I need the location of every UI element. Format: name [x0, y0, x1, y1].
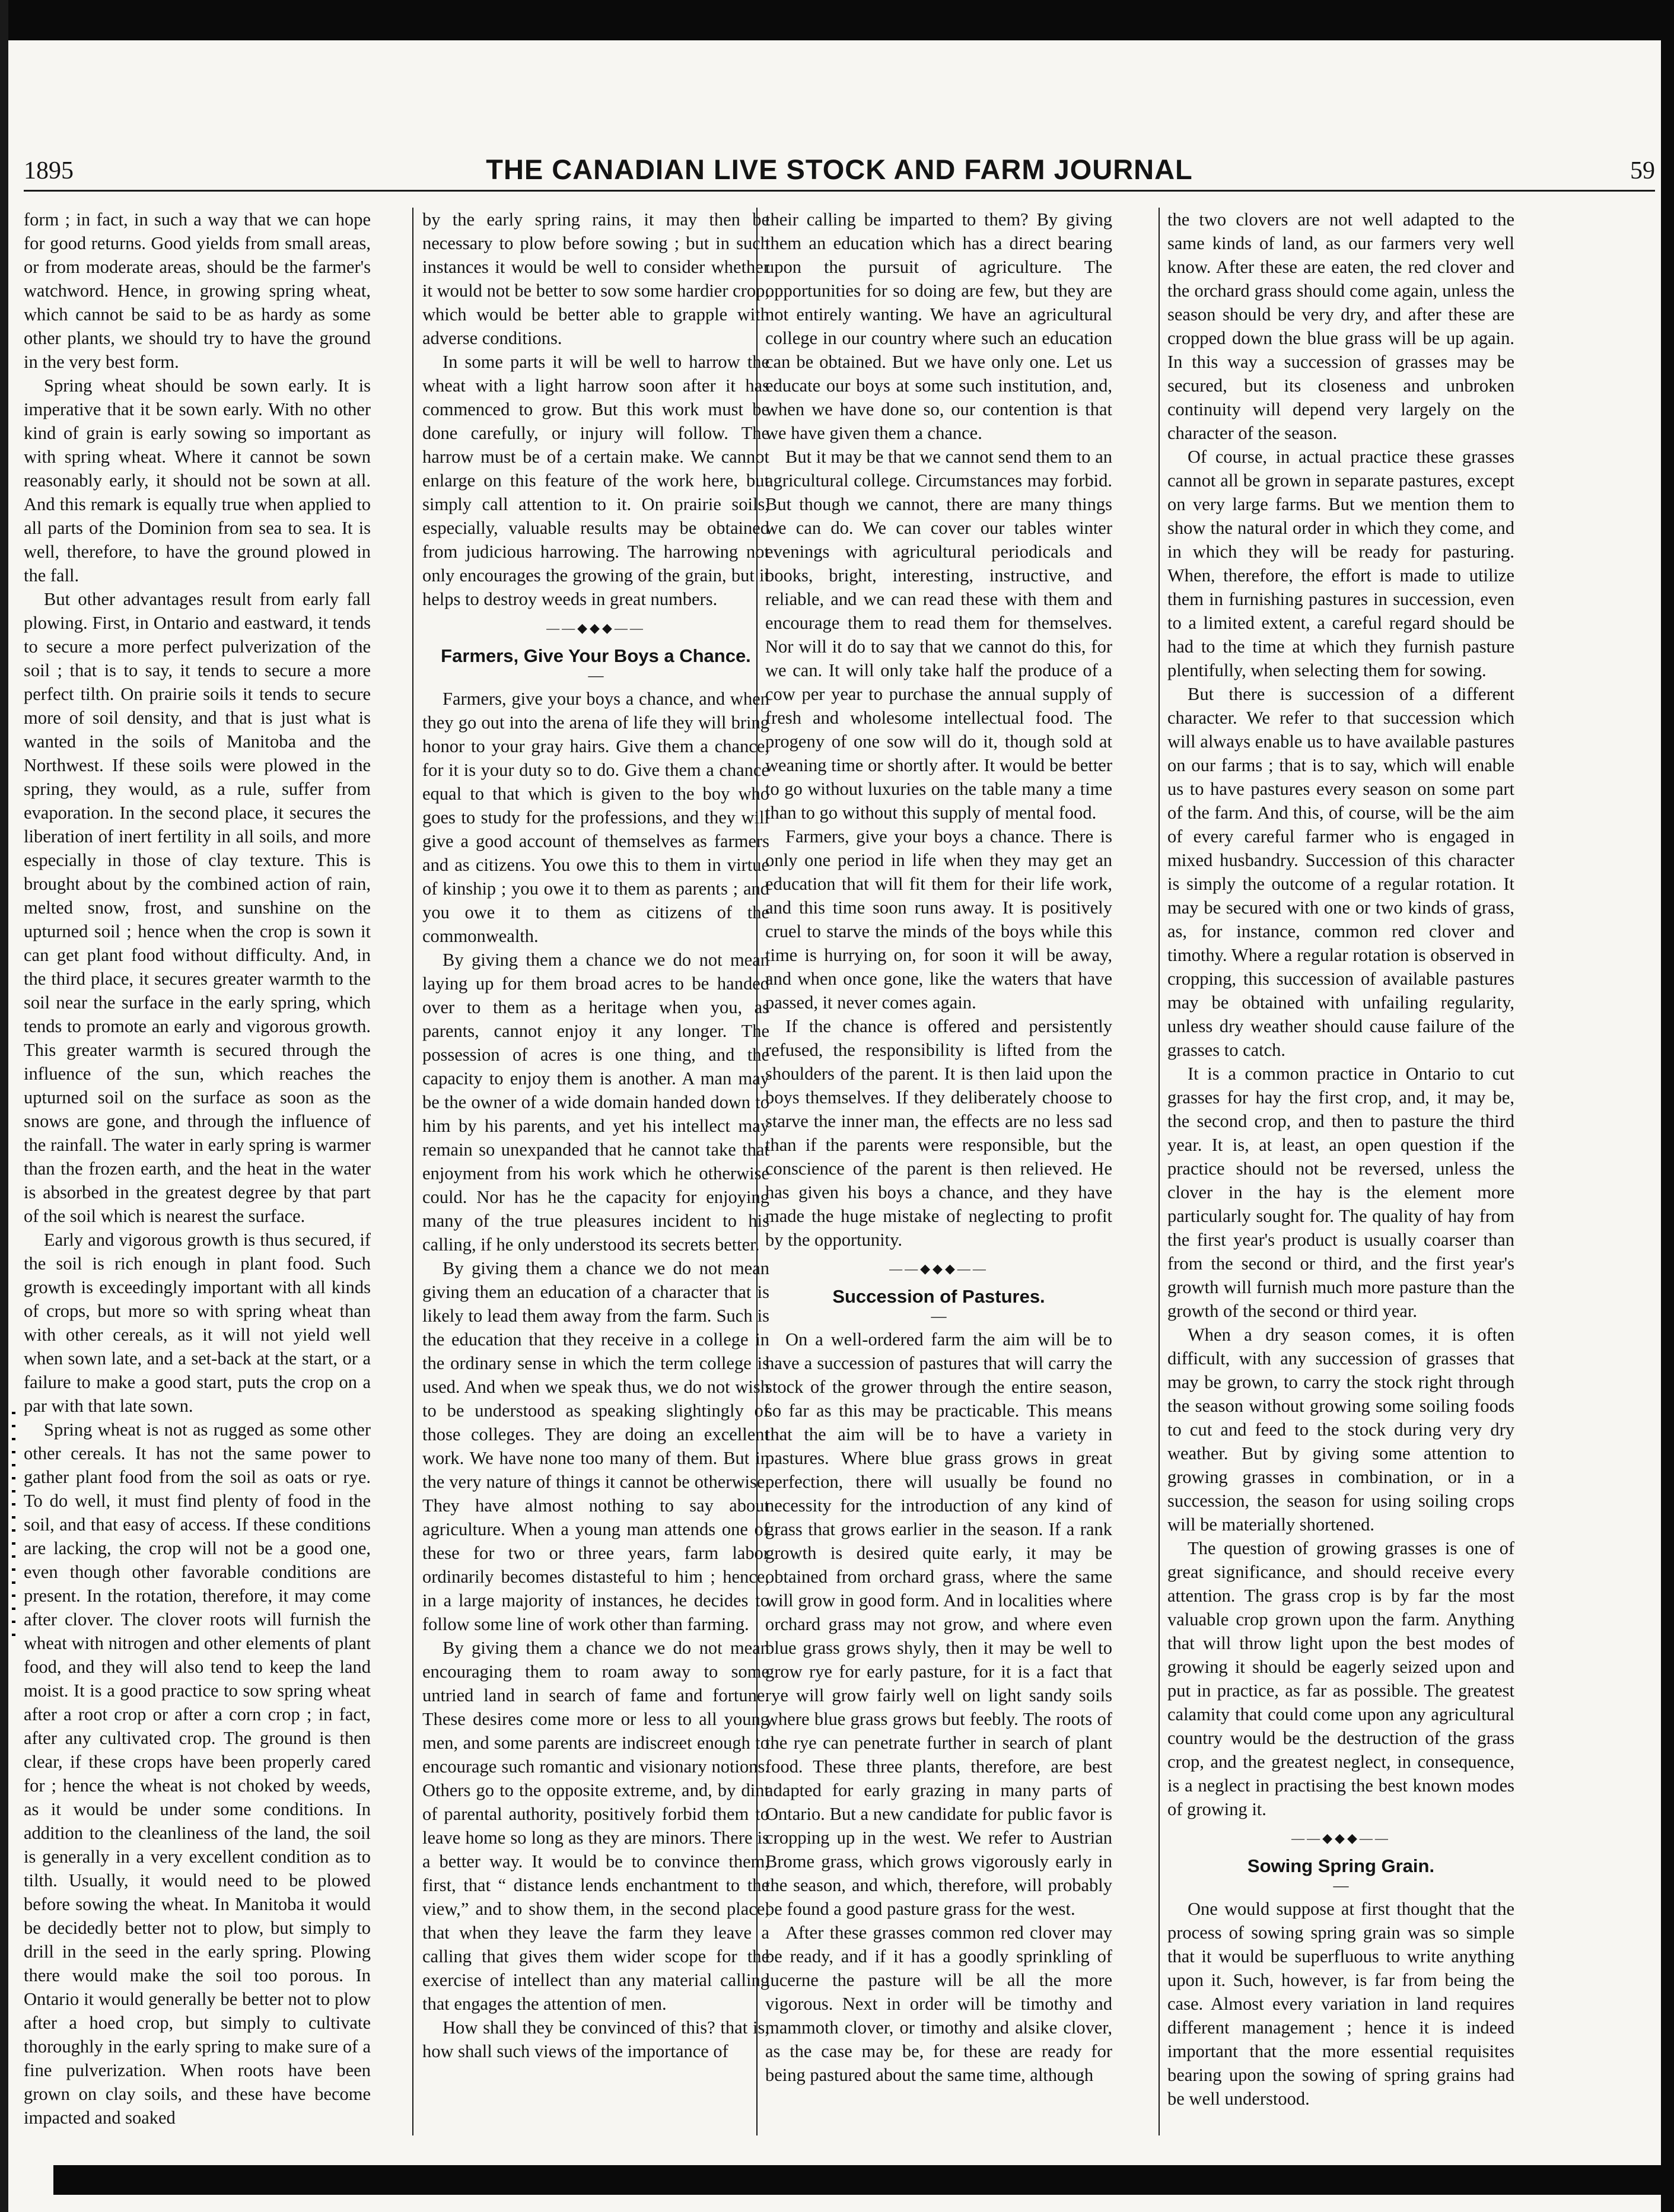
paragraph: By giving them a chance we do not mean encouraging them to roam away to some untried land in search of fame and fortune. These desires come more or less to all young men, and some parents are indiscreet enough to encourage such romantic and visionary notions. Others go to the opposite extreme, and, by dint of parental authority, positively forbid them to leave home so long as they are minors. There is a better way. It would be to convince them, first, that “ distance lends enchantment to the view,” and to show them, in the second place, that when they leave the farm they leave a calling that gives them wider scope for the exercise of intellect than any material calling that engages the attention of men. — [422, 1638, 769, 2014]
paragraph: When a dry season comes, it is often difficult, with any succession of grasses that may be grown, to carry the stock right through the season without growing some soiling foods to cut and feed to the stock during very dry weather. But by giving some attention to growing grasses in combination, or in a succession, the season for using soiling crops will be materially shortened. — [1167, 1325, 1514, 1535]
heading-dash — [422, 669, 769, 682]
text-column-3 — [765, 208, 1112, 2130]
page-number: 59 — [1630, 157, 1655, 184]
paragraph: It is a common practice in Ontario to cut grasses for hay the first crop, and, it may be, the second crop, and then to pasture the third year. It is, at least, an open question if the practice should not be reversed, unless the clover in the hay is the element more particularly sought for. The quality of hay from the first year's product is usually coarser than from the second or third, and the first year's growth will furnish much more pasture than the growth of the second or third year. — [1167, 1064, 1514, 1321]
paragraph: But it may be that we cannot send them to an agricultural college. Circumstances may forbid. But though we cannot, there are many things we can do. We can cover our tables winter evenings with agricultural periodicals and books, bright, interesting, instructive, and reliable, and we can read these with them and encourage them to read them for themselves. Nor will it do to say that we cannot do this, for we can. It will only take half the produce of a cow per year to purchase the annual supply of fresh and wholesome intellectual food. The progeny of one sow will do it, though sold at weaning time or shortly after. It would be better to go without luxuries on the table many a time than to go without this supply of mental food. — [765, 447, 1112, 823]
section-separator — [765, 1260, 1112, 1278]
paragraph: If the chance is offered and persistently refused, the responsibility is lifted from the shoulders of the parent. It is then laid upon the boys themselves. If they deliberately choose to starve the inner man, the effects are no less sad than if the parents were responsible, but the conscience of the parent is then relieved. He has given his boys a chance, and they have made the huge mistake of neglecting to profit by the opportunity. — [765, 1016, 1112, 1250]
paragraph: How shall they be convinced of this? that is, how shall such views of the importance of — [422, 2017, 769, 2061]
paragraph: On a well-ordered farm the aim will be to have a succession of pastures that will carry the stock of the grower through the entire season, so far as this may be practicable. This means that the aim will be to have a variety in pastures. Where blue grass grows in great perfection, there will usually be found no necessity for the introduction of any kind of grass that grows earlier in the season. If a rank growth is desired quite early, it may be obtained from orchard grass, where the same will grow in good form. And in localities where orchard grass may not grow, and where even blue grass grows shyly, then it may be well to grow rye for early pasture, for it is a fact that rye will grow fairly well on light sandy soils where blue grass grows but feebly. The roots of the rye can penetrate further in search of plant food. These three plants, therefore, are best adapted for early grazing in many parts of Ontario. But a new candidate for public favor is cropping up in the west. We refer to Austrian Brome grass, which grows vigorously early in the season, and which, therefore, will probably be found a good pasture grass for the west. — [765, 1329, 1112, 1919]
text-column-2 — [422, 208, 769, 2130]
binding-marks — [12, 1412, 15, 1637]
paragraph: Farmers, give your boys a chance. There is only one period in life when they may get an education that will fit them for their life work, and this time soon runs away. It is positively cruel to starve the minds of the boys while this time is hurrying on, for soon it will be away, and when once gone, like the waters that have passed, it never comes again. — [765, 826, 1112, 1013]
paragraph: But there is succession of a different character. We refer to that succession which will always enable us to have available pastures on our farms ; that is to say, which will enable us to have pastures every season on some part of the farm. And this, of course, will be the aim of every careful farmer who is engaged in mixed husbandry. Succession of this character is simply the outcome of a regular rotation. It may be secured with one or two kinds of grass, as, for instance, common red clover and timothy. Where a regular rotation is observed in cropping, this succession of available pastures may be obtained with unfailing regularity, unless dry weather should cause failure of the grasses to catch. — [1167, 684, 1514, 1060]
paragraph: by the early spring rains, it may then be necessary to plow before sowing ; but in such instances it would be well to consider whether it would not be better to sow some hardier crop, which would be better able to grapple with adverse conditions. — [422, 209, 769, 348]
paragraph: form ; in fact, in such a way that we can hope for good returns. Good yields from small areas, or from moderate areas, should be the farmer's watchword. Hence, in growing spring wheat, which cannot be said to be as hardy as some other plants, we should try to have the ground in the very best form. — [24, 209, 371, 372]
paragraph: Early and vigorous growth is thus secured, if the soil is rich enough in plant food. Such growth is exceedingly important with all kinds of crops, but more so with spring wheat than with other cereals, as it will not yield well when sown late, and a set-back at the start, or a failure to make a good start, puts the crop on a par with that late sown. — [24, 1230, 371, 1416]
paragraph: By giving them a chance we do not mean giving them an education of a character that is likely to lead them away from the farm. Such is the education that they receive in a college in the ordinary sense in which the term college is used. And when we speak thus, we do not wish to be understood as speaking slightingly of those colleges. They are doing an excellent work. We have none too many of them. But in the very nature of things it cannot be otherwise. They have almost nothing to say about agriculture. When a young man attends one of these for two or three years, farm labor ordinarily becomes distasteful to him ; hence, in a large majority of instances, he decides to follow some line of work other than farming. — [422, 1258, 769, 1634]
paragraph: the two clovers are not well adapted to the same kinds of land, as our farmers very well know. After these are eaten, the red clover and the orchard grass should come again, unless the season should be very dry, and after these are cropped down the blue grass will be up again. In this way a succession of grasses may be secured, but its closeness and unbroken continuity will depend very largely on the character of the season. — [1167, 209, 1514, 443]
paragraph: In some parts it will be well to harrow the wheat with a light harrow soon after it has commenced to grow. But this work must be done carefully, or injury will follow. The harrow must be of a certain make. We cannot enlarge on this feature of the work here, but simply call attention to it. On prairie soils, especially, valuable results may be obtained from judicious harrowing. The harrowing not only encourages the growing of the grain, but it helps to destroy weeds in great numbers. — [422, 352, 769, 609]
text-column-1 — [24, 208, 371, 2130]
paragraph: Of course, in actual practice these grasses cannot all be grown in separate pastures, except on very large farms. But we mention them to show the natural order in which they come, and in which they will be ready for pasturing. When, therefore, the effort is made to utilize them in furnishing pastures in succession, even to a limited extent, a careful regard should be had to the time at which they furnish pasture plentifully, when selecting them for sowing. — [1167, 447, 1514, 680]
article-heading: Sowing Spring Grain. — [1247, 1855, 1435, 1876]
scan-border-bottom — [53, 2165, 1661, 2195]
article-heading: Succession of Pastures. — [832, 1286, 1045, 1307]
paragraph: their calling be imparted to them? By giving them an education which has a direct bearing upon the pursuit of agriculture. The opportunities for so doing are few, but they are not entirely wanting. We have an agricultural college in our country where such an education can be obtained. But we have only one. Let us educate our boys at some such institution, and, when we have done so, our contention is that we have given them a chance. — [765, 209, 1112, 443]
section-separator — [422, 619, 769, 637]
column-rule — [1159, 208, 1160, 2135]
paragraph: The question of growing grasses is one of great significance, and should receive every attention. The grass crop is by far the most valuable crop grown upon the farm. Anything that will throw light upon the best modes of growing it should be eagerly seized upon and put in practice, as far as possible. The greatest calamity that could come upon any agricultural country would be the destruction of the grass crop, and the greatest neglect, in consequence, is a neglect in practising the best known modes of growing it. — [1167, 1538, 1514, 1819]
paragraph: By giving them a chance we do not mean laying up for them broad acres to be handed over to them as a heritage when you, as parents, cannot enjoy it any longer. The possession of acres is one thing, and the capacity to enjoy them is another. A man may be the owner of a wide domain handed down to him by his parents, and yet his intellect may remain so unexpanded that he cannot take that enjoyment from his work which he otherwise could. Nor has he the capacity for enjoying many of the true pleasures incident to his calling, if he only understood its secrets better. — [422, 950, 769, 1255]
scan-border-top — [0, 0, 1674, 40]
paragraph: Farmers, give your boys a chance, and when they go out into the arena of life they will bring honor to your gray hairs. Give them a chance, for it is your duty so to do. Give them a chance equal to that which is given to the boy who goes to study for the professions, and they will give a good account of themselves as farmers and as citizens. You owe this to them in virtue of kinship ; you owe it to them as parents ; and you owe it to them as citizens of the commonwealth. — [422, 689, 769, 946]
heading-dash — [765, 1310, 1112, 1323]
scan-border-right — [1661, 0, 1674, 2212]
section-separator — [1167, 1829, 1514, 1847]
text-column-4 — [1167, 208, 1514, 2130]
column-rule — [412, 208, 413, 2135]
scan-border-left — [0, 0, 8, 2212]
journal-title: THE CANADIAN LIVE STOCK AND FARM JOURNAL — [486, 154, 1193, 185]
paragraph: Spring wheat should be sown early. It is imperative that it be sown early. With no other kind of grain is early sowing so important as with spring wheat. Where it cannot be sown reasonably early, it should not be sown at all. And this remark is equally true when applied to all parts of the Dominion from sea to sea. It is well, therefore, to have the ground plowed in the fall. — [24, 375, 371, 585]
paragraph: One would suppose at first thought that the process of sowing spring grain was so simple that it would be superfluous to write anything upon it. Such, however, is far from being the case. Almost every variation in land requires different management ; hence it is indeed important that the more essential requisites bearing upon the sowing of spring grains had be well understood. — [1167, 1899, 1514, 2109]
paragraph: After these grasses common red clover may be ready, and if it has a goodly sprinkling of lucerne the pasture will be all the more vigorous. Next in order will be timothy and mammoth clover, or timothy and alsike clover, as the case may be, for these are ready for being pastured about the same time, although — [765, 1923, 1112, 2085]
page-year: 1895 — [24, 157, 74, 184]
heading-dash — [1167, 1879, 1514, 1892]
page-header — [24, 153, 1655, 192]
article-heading: Farmers, Give Your Boys a Chance. — [441, 645, 751, 666]
paragraph: Spring wheat is not as rugged as some other other cereals. It has not the same power to gather plant food from the soil as oats or rye. To do well, it must find plenty of food in the soil, and that easy of access. If these conditions are lacking, the crop will not be a good one, even though other favorable conditions are present. In the rotation, therefore, it may come after clover. The clover roots will furnish the wheat with nitrogen and other elements of plant food, and they will also tend to keep the land moist. It is a good practice to sow spring wheat after a root crop or after a corn crop ; in fact, after any cultivated crop. The ground is then clear, if these crops have been properly cared for ; hence the wheat is not choked by weeds, as it would be under some conditions. In addition to the cleanliness of the land, the soil is generally in a very excellent condition as to tilth. Usually, it would need to be plowed before sowing the wheat. In Manitoba it would be decidedly better not to plow, but simply to drill in the seed in the early spring. Plowing there would make the soil too porous. In Ontario it would generally be better not to plow after a hoed crop, but simply to cultivate thoroughly in the early spring to make sure of a fine pulverization. When roots have been grown on clay soils, and these have become impacted and soaked — [24, 1420, 371, 2128]
paragraph: But other advantages result from early fall plowing. First, in Ontario and eastward, it tends to secure a more perfect pulverization of the soil ; that is to say, it tends to secure a more perfect tilth. On prairie soils it tends to secure more of soil density, and that is just what is wanted in the soils of Manitoba and the Northwest. If these soils were plowed in the spring, they would, as a rule, suffer from evaporation. In the second place, it secures the liberation of inert fertility in all soils, and more especially in those of clay texture. This is brought about by the combined action of rain, melted snow, frost, and sunshine on the upturned soil ; hence when the crop is sown it can get plant food without difficulty. And, in the third place, it secures greater warmth to the soil near the surface in the early spring, which tends to promote an early and vigorous growth. This greater warmth is secured through the influence of the sun, which reaches the upturned soil on the surface as soon as the snows are gone, and through the influence of the rainfall. The water in early spring is warmer than the frozen earth, and the heat in the water is absorbed in the greatest degree by that part of the soil which is nearest the surface. — [24, 589, 371, 1226]
